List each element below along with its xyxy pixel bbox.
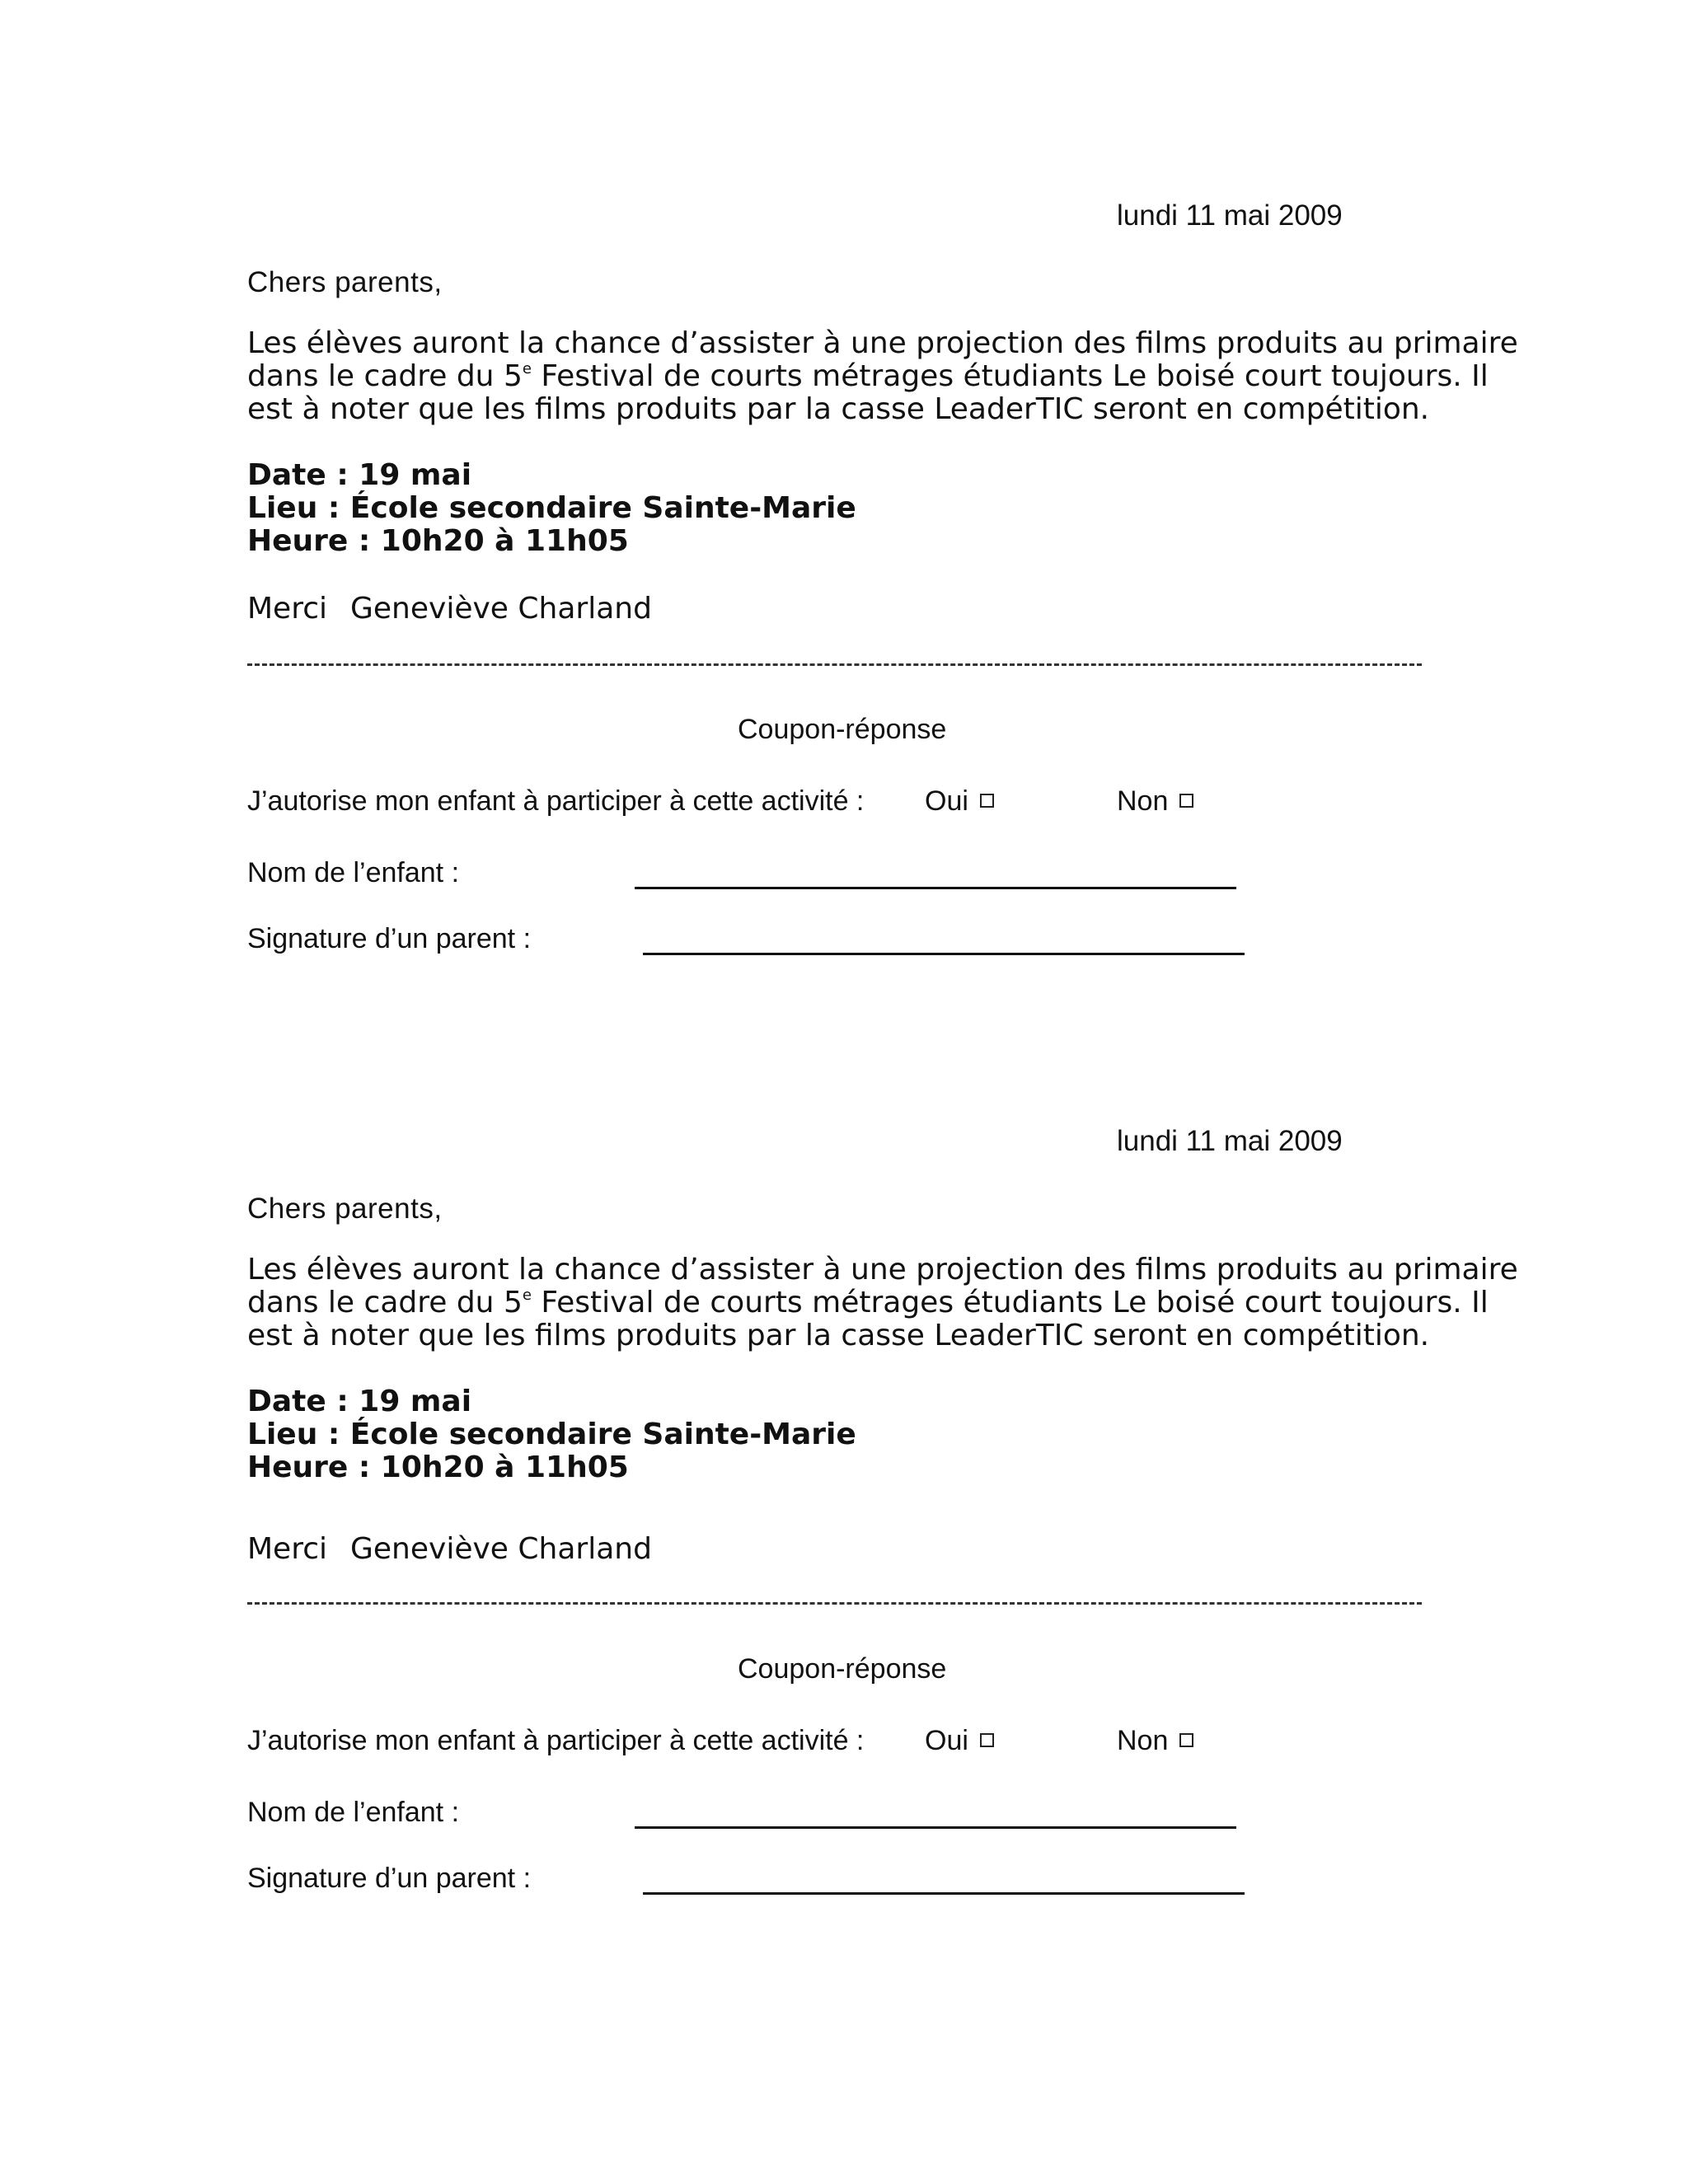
- body-line: dans le cadre du 5e Festival de courts métrages étudiants Le boisé court toujours. Il: [247, 1286, 1489, 1319]
- letter-date: lundi 11 mai 2009: [1117, 1125, 1343, 1157]
- body-line: Les élèves auront la chance d’assister à une projection des films produits au primaire: [247, 1253, 1518, 1286]
- parent-signature-field[interactable]: [643, 953, 1245, 955]
- thanks: Merci: [247, 1532, 328, 1566]
- parent-signature-field[interactable]: [643, 1892, 1245, 1895]
- letter-date: lundi 11 mai 2009: [1117, 199, 1343, 232]
- signature-name: Geneviève Charland: [350, 1532, 652, 1566]
- yes-label: Oui: [925, 785, 968, 817]
- parent-signature-label: Signature d’un parent :: [247, 923, 532, 954]
- yes-option[interactable]: [925, 1725, 994, 1757]
- no-label: Non: [1117, 1725, 1169, 1756]
- event-info: [247, 459, 856, 558]
- no-label: Non: [1117, 785, 1169, 817]
- event-time: Heure : 10h20 à 11h05: [247, 1451, 629, 1484]
- no-option[interactable]: [1117, 1725, 1193, 1757]
- event-info: [247, 1385, 856, 1484]
- authorization-question: J’autorise mon enfant à participer à cette activité :: [247, 785, 865, 817]
- body-line: est à noter que les films produits par la casse LeaderTIC seront en compétition.: [247, 392, 1430, 426]
- yes-label: Oui: [925, 1725, 968, 1756]
- coupon-title: Coupon-réponse: [738, 1653, 947, 1685]
- thanks: Merci: [247, 592, 328, 626]
- parent-signature-label: Signature d’un parent :: [247, 1863, 532, 1894]
- body-line: est à noter que les films produits par la casse LeaderTIC seront en compétition.: [247, 1319, 1430, 1352]
- no-checkbox[interactable]: [1179, 794, 1193, 808]
- salutation: Chers parents,: [247, 1193, 443, 1225]
- child-name-label: Nom de l’enfant :: [247, 1797, 460, 1828]
- body-paragraph: [247, 1253, 1518, 1352]
- child-name-field[interactable]: [635, 887, 1236, 889]
- yes-checkbox[interactable]: [980, 1733, 994, 1747]
- event-date: Date : 19 mai: [247, 458, 472, 492]
- event-date: Date : 19 mai: [247, 1385, 472, 1418]
- yes-checkbox[interactable]: [980, 794, 994, 808]
- event-location: Lieu : École secondaire Sainte-Marie: [247, 1418, 856, 1451]
- yes-option[interactable]: [925, 785, 994, 818]
- event-time: Heure : 10h20 à 11h05: [247, 524, 629, 558]
- child-name-label: Nom de l’enfant :: [247, 857, 460, 888]
- body-line: Les élèves auront la chance d’assister à une projection des films produits au primaire: [247, 326, 1518, 360]
- closing: [247, 1532, 652, 1566]
- event-location: Lieu : École secondaire Sainte-Marie: [247, 491, 856, 525]
- salutation: Chers parents,: [247, 266, 443, 298]
- child-name-field[interactable]: [635, 1826, 1236, 1829]
- closing: [247, 592, 652, 626]
- cut-line: [247, 663, 1422, 666]
- body-paragraph: [247, 326, 1518, 426]
- coupon-title: Coupon-réponse: [738, 714, 947, 745]
- no-option[interactable]: [1117, 785, 1193, 818]
- body-line: dans le cadre du 5e Festival de courts métrages étudiants Le boisé court toujours. Il: [247, 359, 1489, 393]
- authorization-question: J’autorise mon enfant à participer à cette activité :: [247, 1725, 865, 1756]
- no-checkbox[interactable]: [1179, 1733, 1193, 1747]
- signature-name: Geneviève Charland: [350, 592, 652, 626]
- cut-line: [247, 1602, 1422, 1605]
